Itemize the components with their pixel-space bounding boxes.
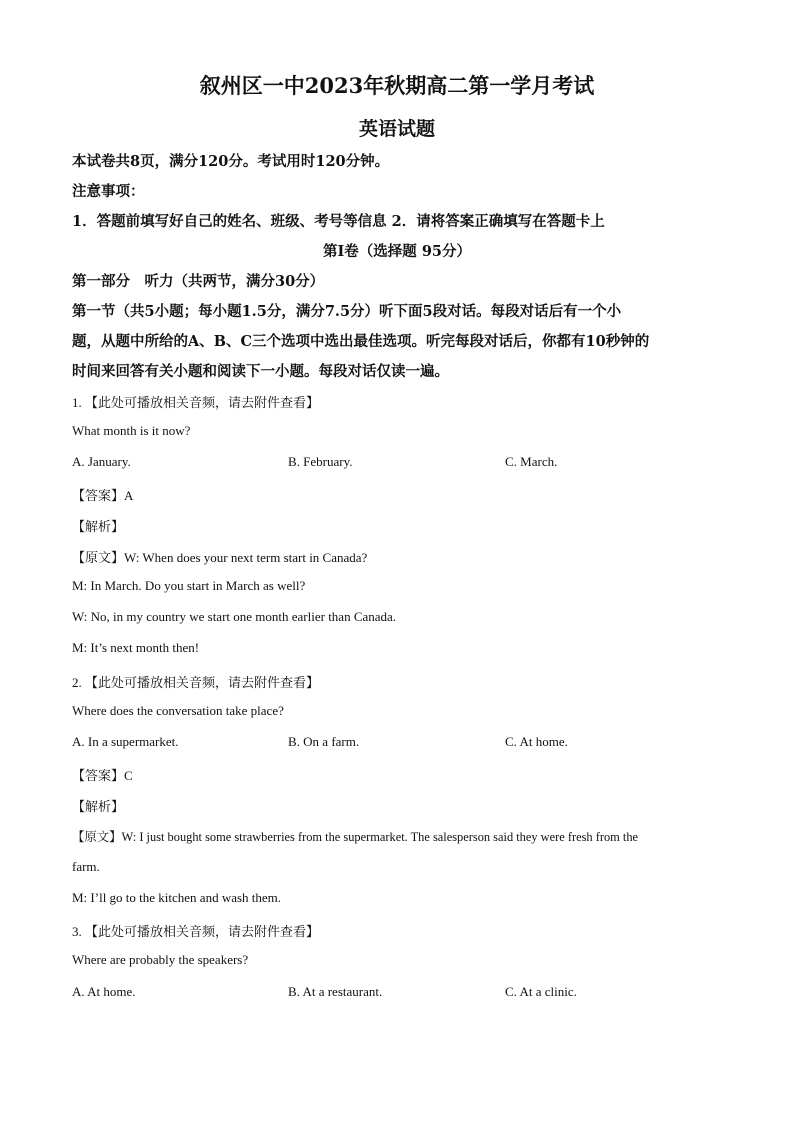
question-3-option-a: A. At home. <box>72 984 136 999</box>
exam-title: 叙州区一中2023年秋期高二第一学月考试 <box>199 73 595 98</box>
question-1-transcript-line: 【原文】W: When does your next term start in Canada? <box>72 550 368 565</box>
question-2-option-b: B. On a farm. <box>288 734 360 749</box>
question-1-transcript-line: W: No, in my country we start one month earlier than Canada. <box>72 609 397 624</box>
question-3-audio: 3. 【此处可播放相关音频，请去附件查看】 <box>72 924 320 939</box>
notice-item: 1．答题前填写好自己的姓名、班级、考号等信息 2．请将答案正确填写在答题卡上 <box>72 213 605 230</box>
question-2-analysis: 【解析】 <box>72 799 125 814</box>
question-3-option-c: C. At a clinic. <box>505 984 577 999</box>
question-1-stem: What month is it now? <box>72 423 191 438</box>
part-heading: 第一部分 听力（共两节，满分30分） <box>72 273 325 290</box>
question-1-answer: 【答案】A <box>72 488 134 503</box>
question-1-option-b: B. February. <box>288 454 353 469</box>
question-2-stem: Where does the conversation take place? <box>72 703 284 718</box>
section-instructions-line-1: 第一节（共5小题；每小题1.5分，满分7.5分）听下面5段对话。每段对话后有一个小 <box>72 303 622 320</box>
section-instructions-line-2: 题，从题中所给的A、B、C三个选项中选出最佳选项。听完每段对话后，你都有10秒钟的 <box>72 333 650 350</box>
intro-info: 本试卷共8页，满分120分。考试用时120分钟。 <box>72 153 390 170</box>
exam-subtitle: 英语试题 <box>358 118 435 140</box>
question-2-audio: 2. 【此处可播放相关音频，请去附件查看】 <box>72 675 320 690</box>
notice-heading: 注意事项： <box>72 183 145 200</box>
question-2-answer: 【答案】C <box>72 768 133 783</box>
question-2-option-c: C. At home. <box>505 734 568 749</box>
question-2-option-a: A. In a supermarket. <box>72 734 179 749</box>
question-1-option-a: A. January. <box>72 454 131 469</box>
question-1-transcript-line: M: In March. Do you start in March as well? <box>72 578 306 593</box>
section-instructions-line-3: 时间来回答有关小题和阅读下一小题。每段对话仅读一遍。 <box>72 363 449 380</box>
volume-heading: 第I卷（选择题 95分） <box>322 243 471 260</box>
question-3-option-b: B. At a restaurant. <box>288 984 383 999</box>
question-2-transcript-line: 【原文】W: I just bought some strawberries from the supermarket. The salesperson said they were fresh from the <box>72 830 639 844</box>
question-1-transcript-line: M: It’s next month then! <box>72 640 200 655</box>
question-1-analysis: 【解析】 <box>72 519 125 534</box>
question-1-audio: 1. 【此处可播放相关音频，请去附件查看】 <box>72 395 320 410</box>
question-2-transcript-line: M: I’ll go to the kitchen and wash them. <box>72 890 282 905</box>
question-2-transcript-line: farm. <box>72 859 100 874</box>
question-3-stem: Where are probably the speakers? <box>72 952 249 967</box>
question-1-option-c: C. March. <box>505 454 558 469</box>
